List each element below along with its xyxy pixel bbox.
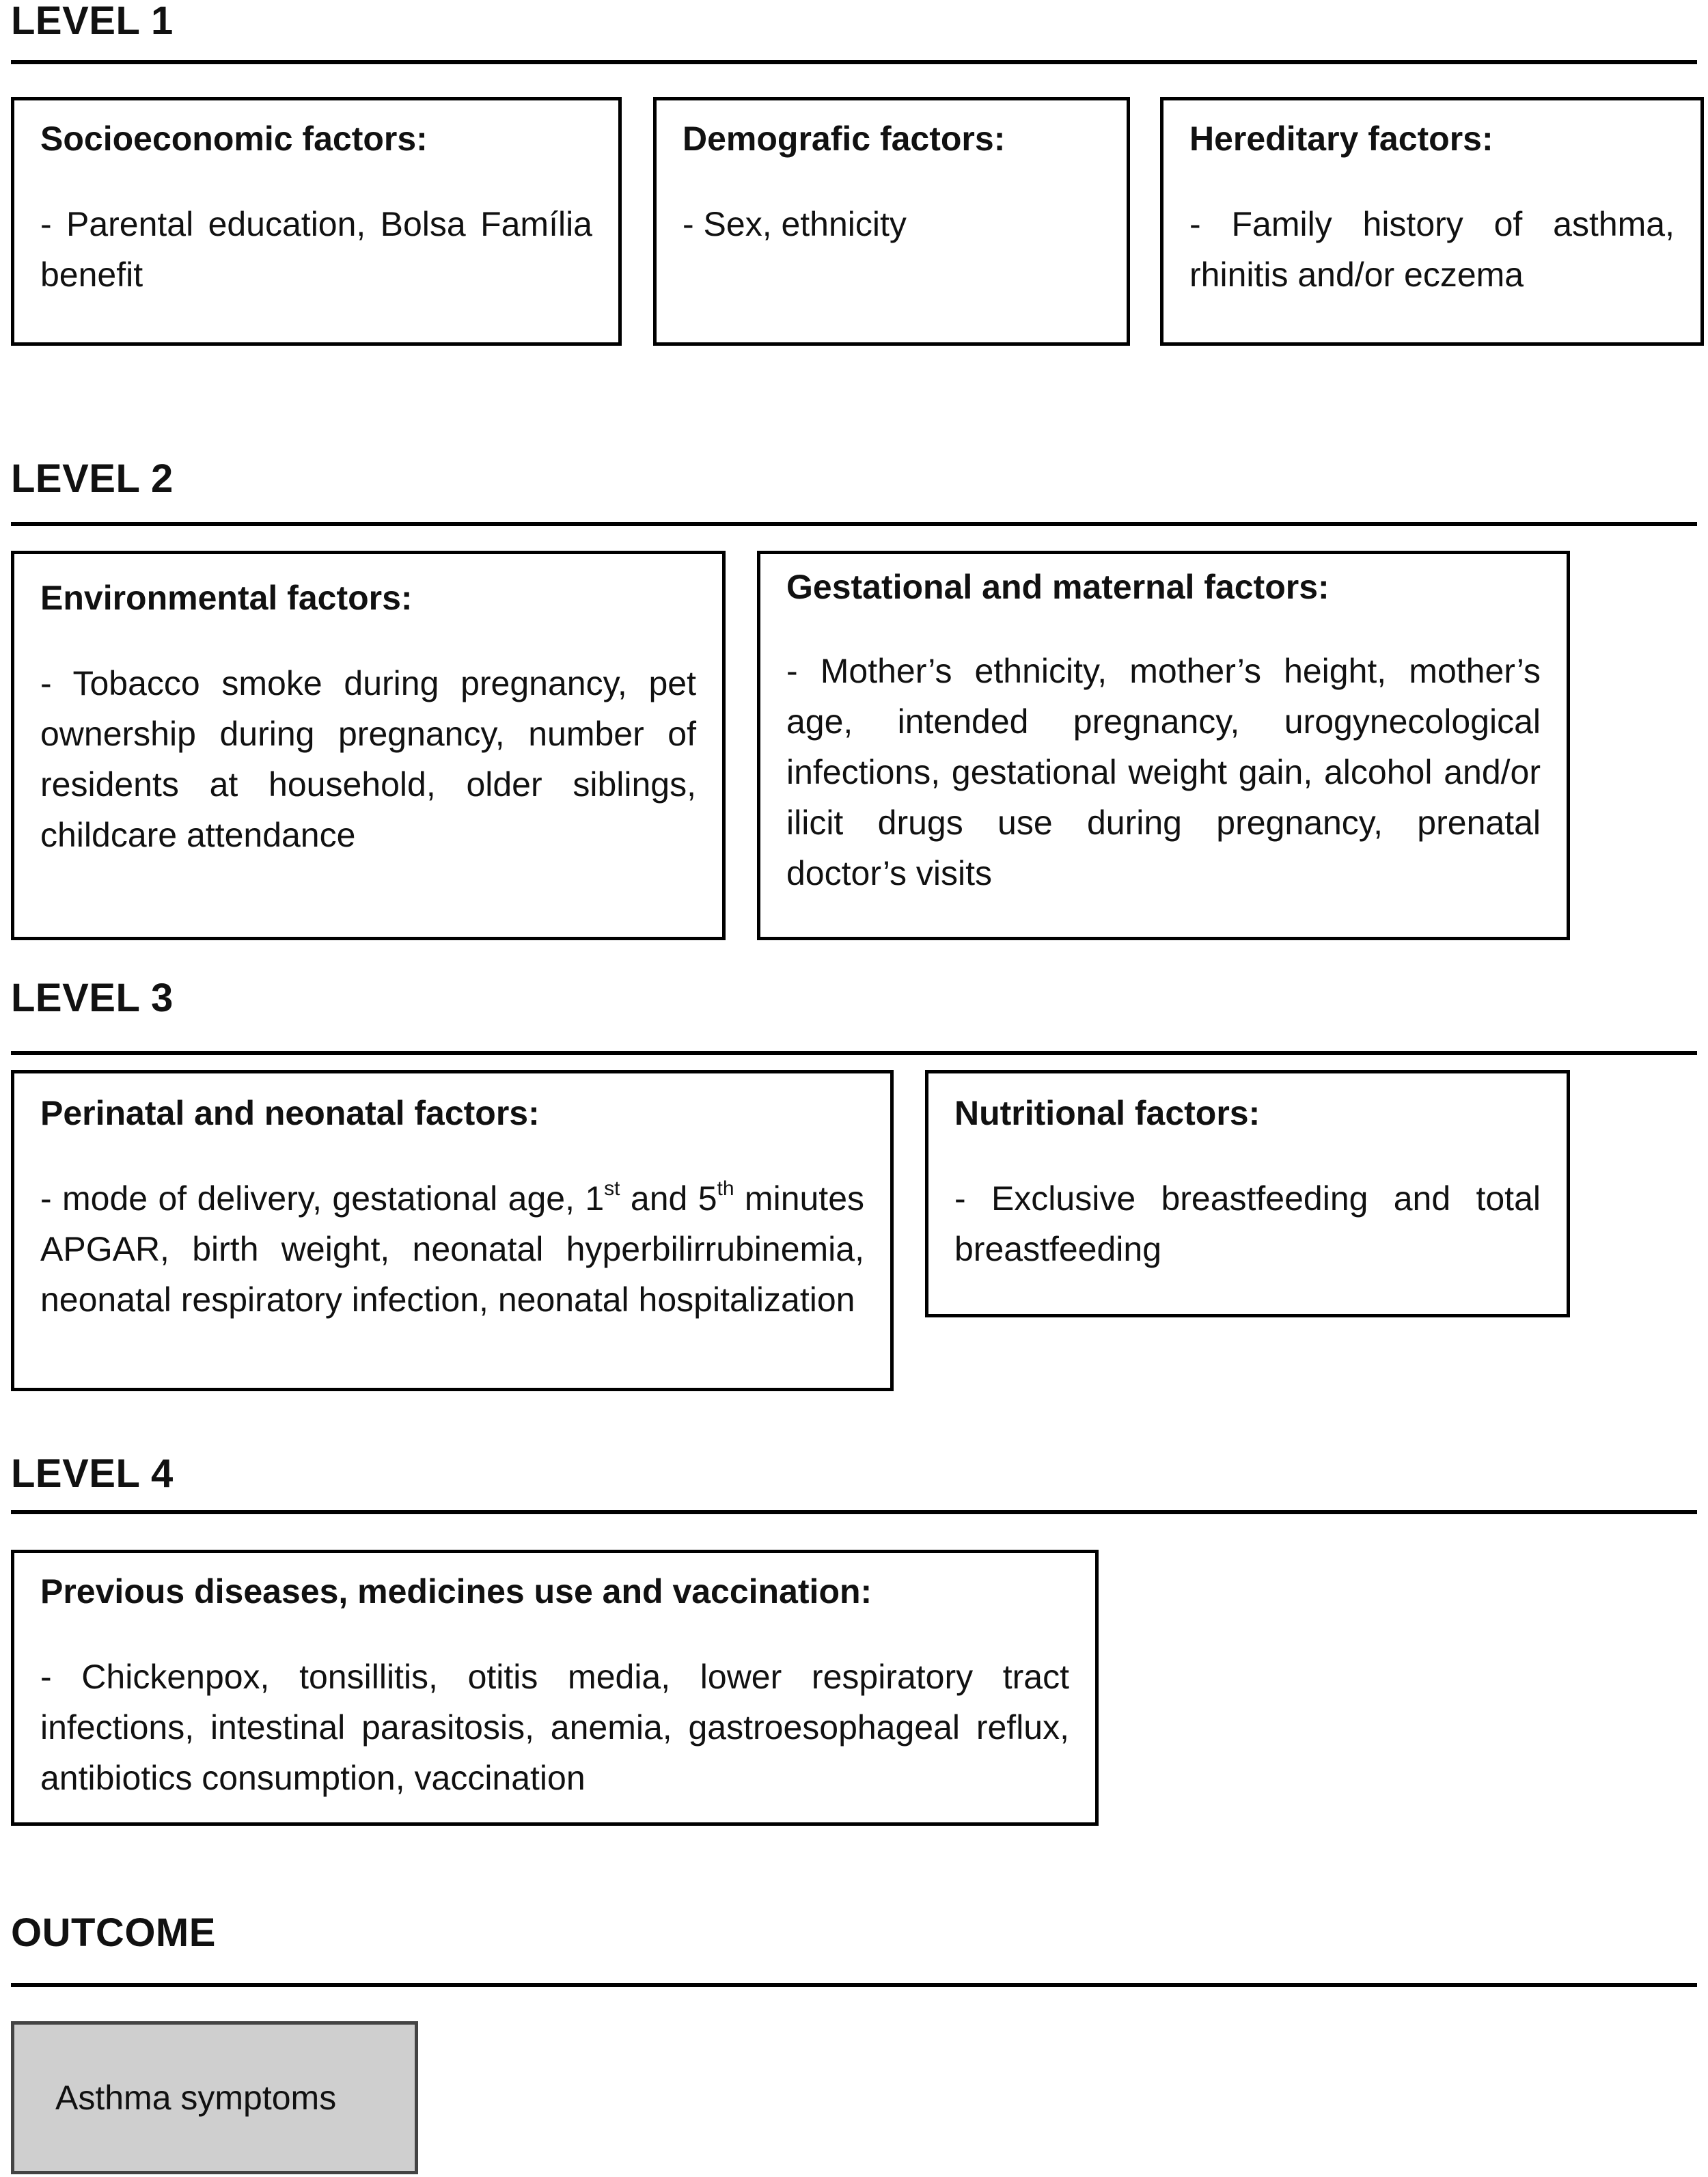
environmental-factors-list: - Tobacco smoke during pregnancy, pet ownership during pregnancy, number of residents at household, older siblings, childcare attendance <box>40 664 696 854</box>
ordinal-fifth-superscript: th <box>717 1177 734 1200</box>
outcome-title: OUTCOME <box>11 1911 216 1955</box>
level-1-title: LEVEL 1 <box>11 0 174 43</box>
socioeconomic-factors-list: - Parental education, Bolsa Família benefit <box>40 205 592 294</box>
socioeconomic-factors-box <box>11 97 622 346</box>
demographic-factors-list: - Sex, ethnicity <box>683 205 907 243</box>
perinatal-neonatal-factors-list <box>40 1173 864 1325</box>
nutritional-factors-box <box>925 1070 1570 1317</box>
demographic-factors-box <box>653 97 1130 346</box>
hereditary-factors-title: Hereditary factors: <box>1189 120 1493 158</box>
perinatal-neonatal-factors-box <box>11 1070 894 1391</box>
level-2-divider <box>11 522 1697 526</box>
level-2-title: LEVEL 2 <box>11 456 174 501</box>
outcome-divider <box>11 1983 1697 1987</box>
asthma-symptoms-label: Asthma symptoms <box>55 2079 337 2117</box>
ordinal-first-superscript: st <box>604 1177 620 1200</box>
perinatal-neonatal-factors-title: Perinatal and neonatal factors: <box>40 1094 540 1132</box>
hereditary-factors-list: - Family history of asthma, rhinitis and/or eczema <box>1189 205 1675 294</box>
level-3-title: LEVEL 3 <box>11 976 174 1020</box>
perinatal-text-part-1: - mode of delivery, gestational age, 1 <box>40 1179 605 1218</box>
level-1-divider <box>11 60 1697 64</box>
environmental-factors-box <box>11 551 726 940</box>
nutritional-factors-title: Nutritional factors: <box>954 1094 1261 1132</box>
hereditary-factors-box <box>1160 97 1704 346</box>
level-3-divider <box>11 1051 1697 1055</box>
gestational-maternal-factors-title: Gestational and maternal factors: <box>786 568 1330 606</box>
previous-diseases-title: Previous diseases, medicines use and vaccination: <box>40 1572 872 1611</box>
level-4-divider <box>11 1510 1697 1514</box>
asthma-symptoms-box <box>11 2021 418 2174</box>
perinatal-text-part-3: minutes APGAR, birth weight, neonatal hyperbilirrubinemia, neonatal respiratory infection, neonatal hospitalization <box>40 1179 865 1319</box>
demographic-factors-title: Demografic factors: <box>683 120 1006 158</box>
socioeconomic-factors-title: Socioeconomic factors: <box>40 120 428 158</box>
level-4-title: LEVEL 4 <box>11 1451 174 1496</box>
perinatal-text-part-2: and 5 <box>620 1179 717 1218</box>
previous-diseases-list: - Chickenpox, tonsillitis, otitis media, lower respiratory tract infections, intestinal parasitosis, anemia, gastroesophageal reflux, antibiotics consumption, vaccination <box>40 1658 1069 1797</box>
gestational-maternal-factors-list: - Mother’s ethnicity, mother’s height, mother’s age, intended pregnancy, urogynecological infections, gestational weight gain, alcohol and/or ilicit drugs use during pregnancy, prenatal doctor’s visits <box>786 652 1541 892</box>
previous-diseases-box <box>11 1550 1099 1826</box>
gestational-maternal-factors-box <box>757 551 1570 940</box>
environmental-factors-title: Environmental factors: <box>40 579 413 617</box>
nutritional-factors-list: - Exclusive breastfeeding and total breastfeeding <box>954 1179 1541 1268</box>
